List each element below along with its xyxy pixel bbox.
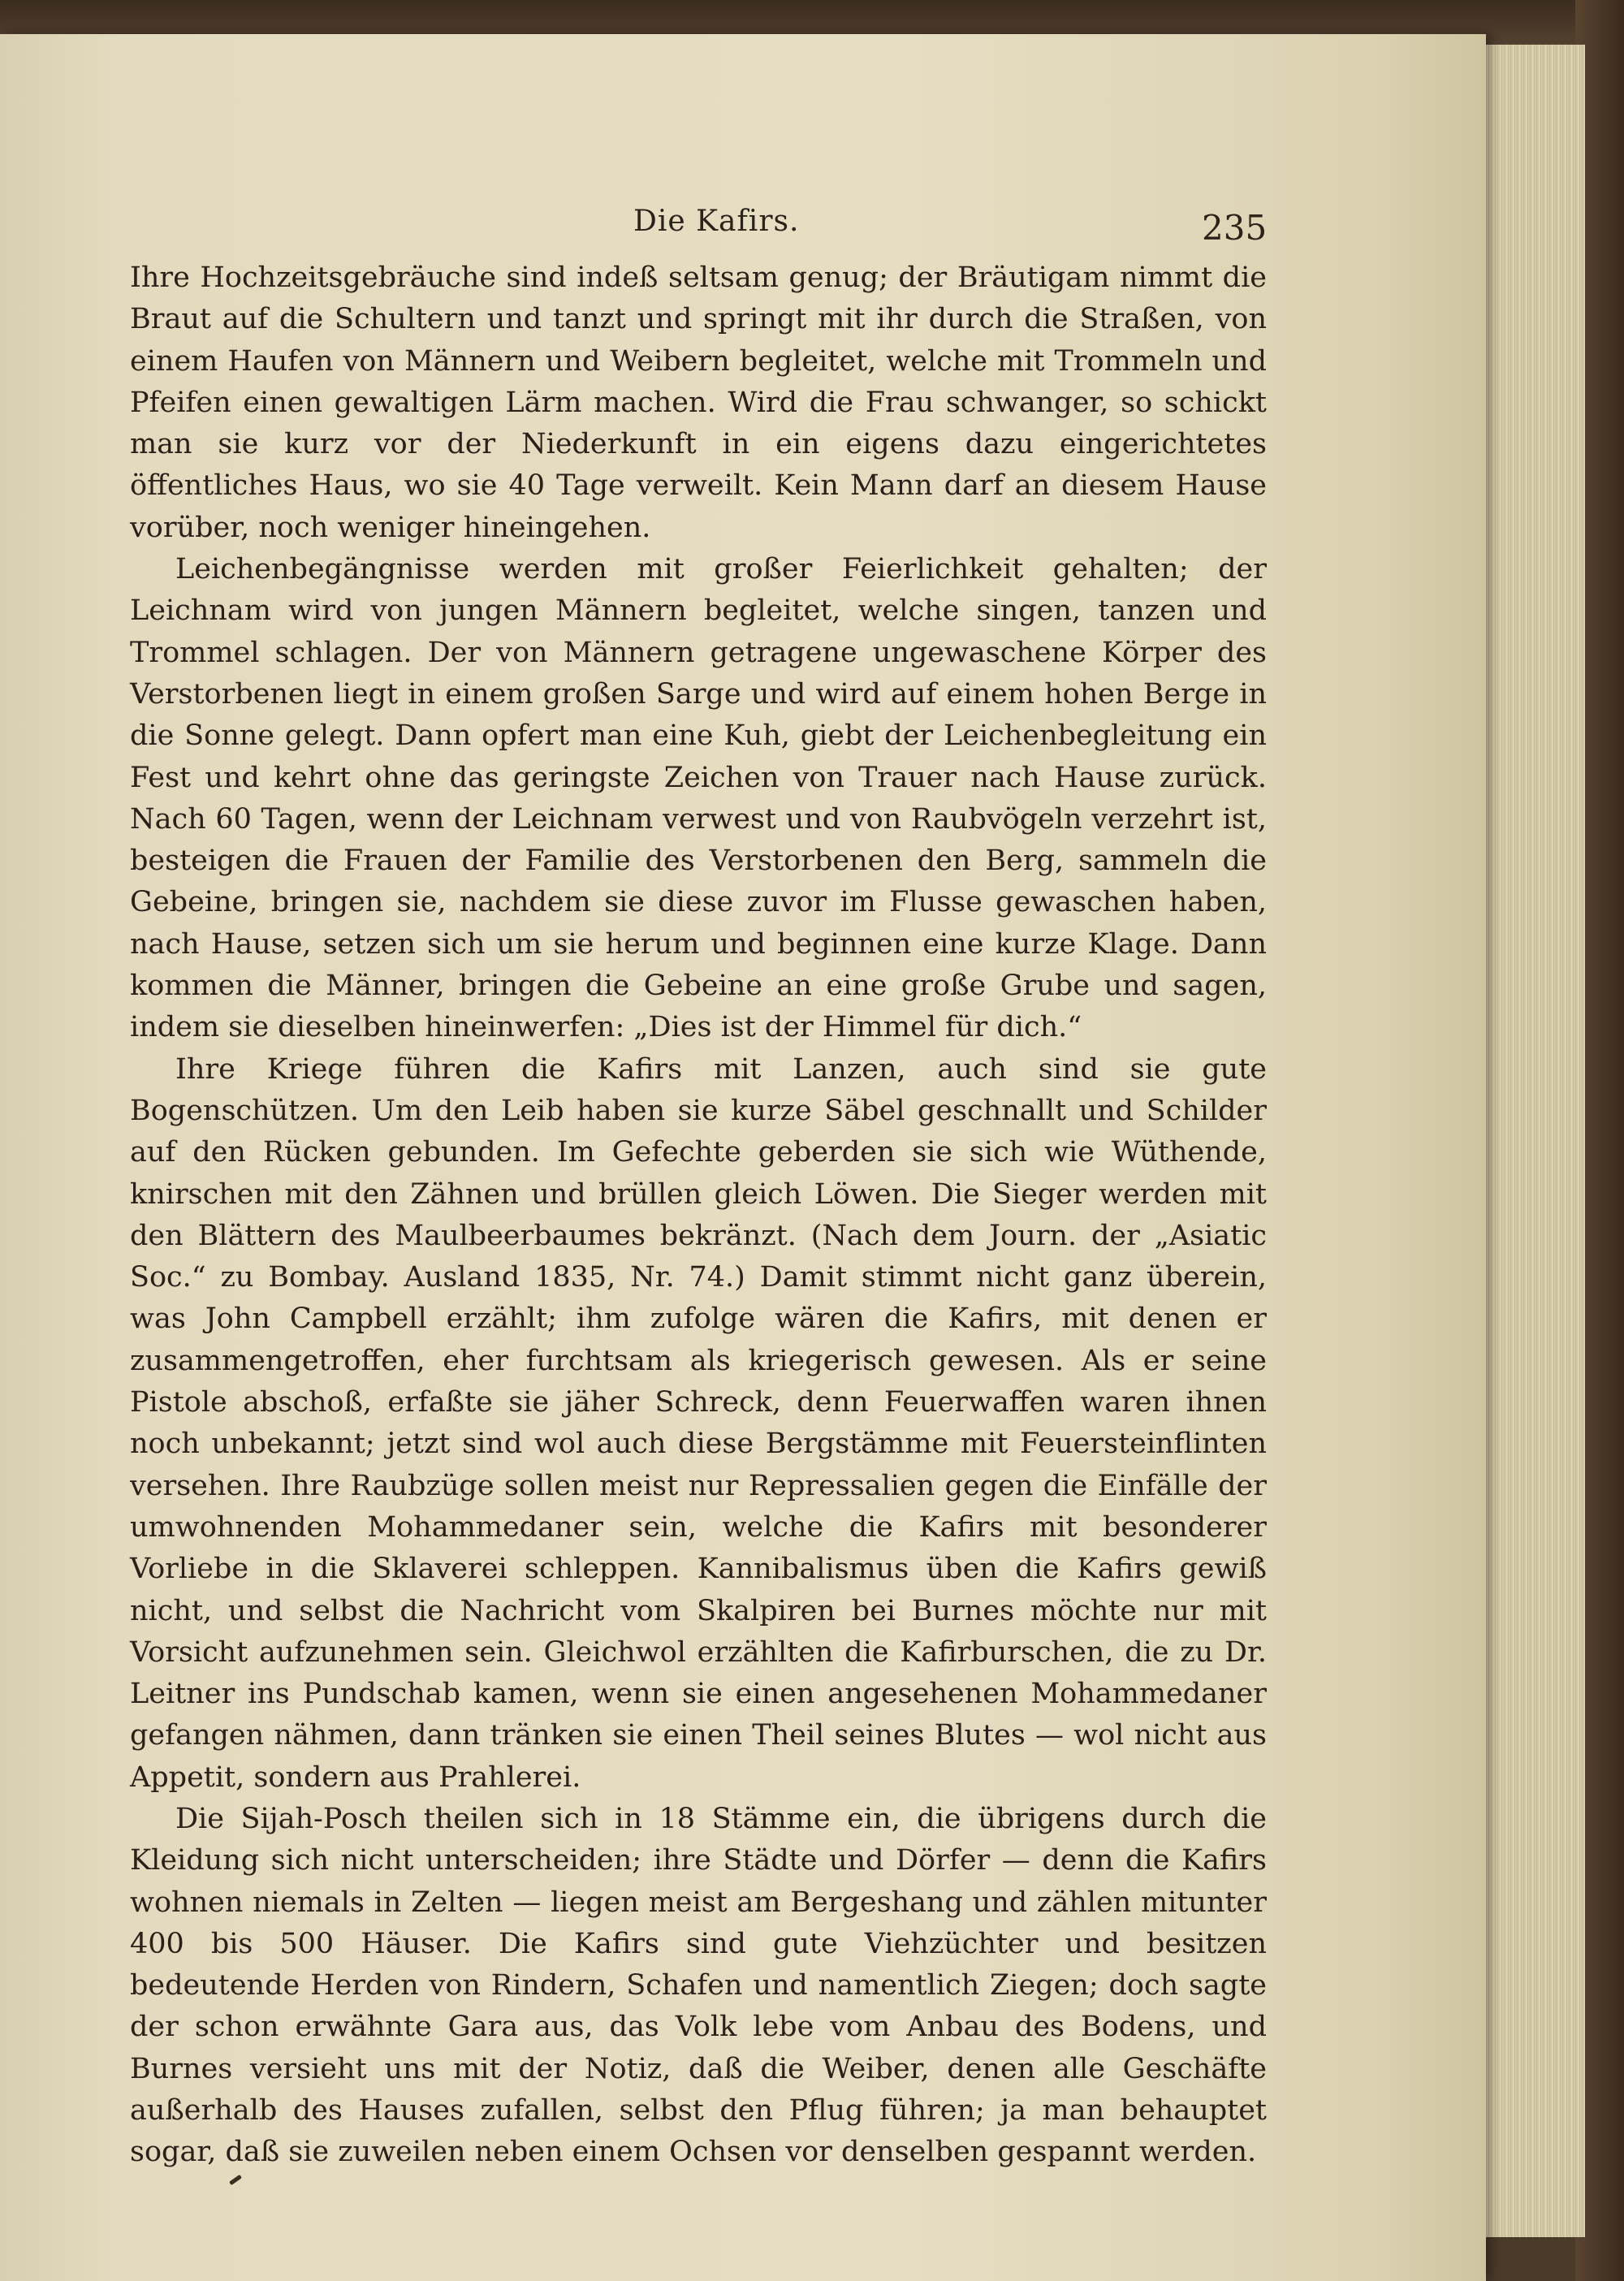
body-text [130, 257, 1267, 2174]
running-title: Die Kafirs. [633, 205, 800, 238]
book-page [0, 34, 1486, 2281]
page-header [138, 172, 1275, 248]
paragraph-war: Ihre Kriege führen die Kafirs mit Lanzen, auch sind sie gute Bogenschützen. Um den Leib haben sie kurze Säbel geschnallt und Schilder auf den Rücken gebunden. Im Gefechte geberden sie sich wie Wüthende, knirschen mit den Zähnen und brüllen gleich Löwen. Die Sieger werden mit den Blättern des Maulbeerbaumes bekränzt. (Nach dem Journ. der „Asiatic Soc.“ zu Bombay. Ausland 1835, Nr. 74.) Damit stimmt nicht ganz überein, was John Campbell erzählt; ihm zufolge wären die Kafirs, mit denen er zusammengetroffen, eher furchtsam als kriegerisch gewesen. Als er seine Pistole abschoß, erfaßte sie jäher Schreck, denn Feuerwaffen waren ihnen noch unbekannt; jetzt sind wol auch diese Bergstämme mit Feuersteinflinten versehen. Ihre Raubzüge sollen meist nur Repressalien gegen die Einfälle der umwohnenden Mohammedaner sein, welche die Kafirs mit besonderer Vorliebe in die Sklaverei schleppen. Kannibalismus üben die Kafirs gewiß nicht, und selbst die Nachricht vom Skalpiren bei Burnes möchte nur mit Vorsicht aufzunehmen sein. Gleichwol erzählten die Kafirburschen, die zu Dr. Leitner ins Pundschab kamen, wenn sie einen angesehenen Mohammedaner gefangen nähmen, dann tränken sie einen Theil seines Blutes — wol nicht aus Appetit, sondern aus Prahlerei. [130, 1052, 1267, 1794]
paragraph-tribes: Die Sijah-Posch theilen sich in 18 Stämme ein, die übrigens durch die Kleidung sich nicht unterscheiden; ihre Städte und Dörfer — denn die Kafirs wohnen niemals in Zelten — liegen meist am Bergeshang und zählen mitunter 400 bis 500 Häuser. Die Kafirs sind gute Viehzüchter und besitzen bedeutende Herden von Rindern, Schafen und namentlich Ziegen; doch sagte der schon erwähnte Gara aus, das Volk lebe vom Anbau des Bodens, und Burnes versieht uns mit der Notiz, daß die Weiber, denen alle Geschäfte außerhalb des Hauses zufallen, selbst den Pflug führen; ja man behauptet sogar, daß sie zuweilen neben einem Ochsen vor denselben gespannt werden. [130, 1802, 1267, 2169]
paragraph-funeral: Leichenbegängnisse werden mit großer Feierlichkeit gehalten; der Leichnam wird von jungen Männern begleitet, welche singen, tanzen und Trommel schlagen. Der von Männern getragene ungewaschene Körper des Verstorbenen liegt in einem großen Sarge und wird auf einem hohen Berge in die Sonne gelegt. Dann opfert man eine Kuh, giebt der Leichenbegleitung ein Fest und kehrt ohne das geringste Zeichen von Trauer nach Hause zurück. Nach 60 Tagen, wenn der Leichnam verwest und von Raubvögeln verzehrt ist, besteigen die Frauen der Familie des Verstorbenen den Berg, sammeln die Gebeine, bringen sie, nachdem sie diese zuvor im Flusse gewaschen haben, nach Hause, setzen sich um sie herum und beginnen eine kurze Klage. Dann kommen die Männer, bringen die Gebeine an eine große Grube und sagen, indem sie dieselben hineinwerfen: „Dies ist der Himmel für dich.“ [130, 553, 1267, 1044]
page-number: 235 [1202, 208, 1268, 248]
paragraph-wedding: Ihre Hochzeitsgebräuche sind indeß seltsam genug; der Bräutigam nimmt die Braut auf die Schultern und tanzt und springt mit ihr durch die Straßen, von einem Haufen von Männern und Weibern begleitet, welche mit Trommeln und Pfeifen einen gewaltigen Lärm machen. Wird die Frau schwanger, so schickt man sie kurz vor der Niederkunft in ein eigens dazu eingerichtetes öffentliches Haus, wo sie 40 Tage verweilt. Kein Mann darf an diesem Hause vorüber, noch weniger hineingehen. [130, 261, 1267, 544]
ink-mark [229, 2175, 242, 2185]
